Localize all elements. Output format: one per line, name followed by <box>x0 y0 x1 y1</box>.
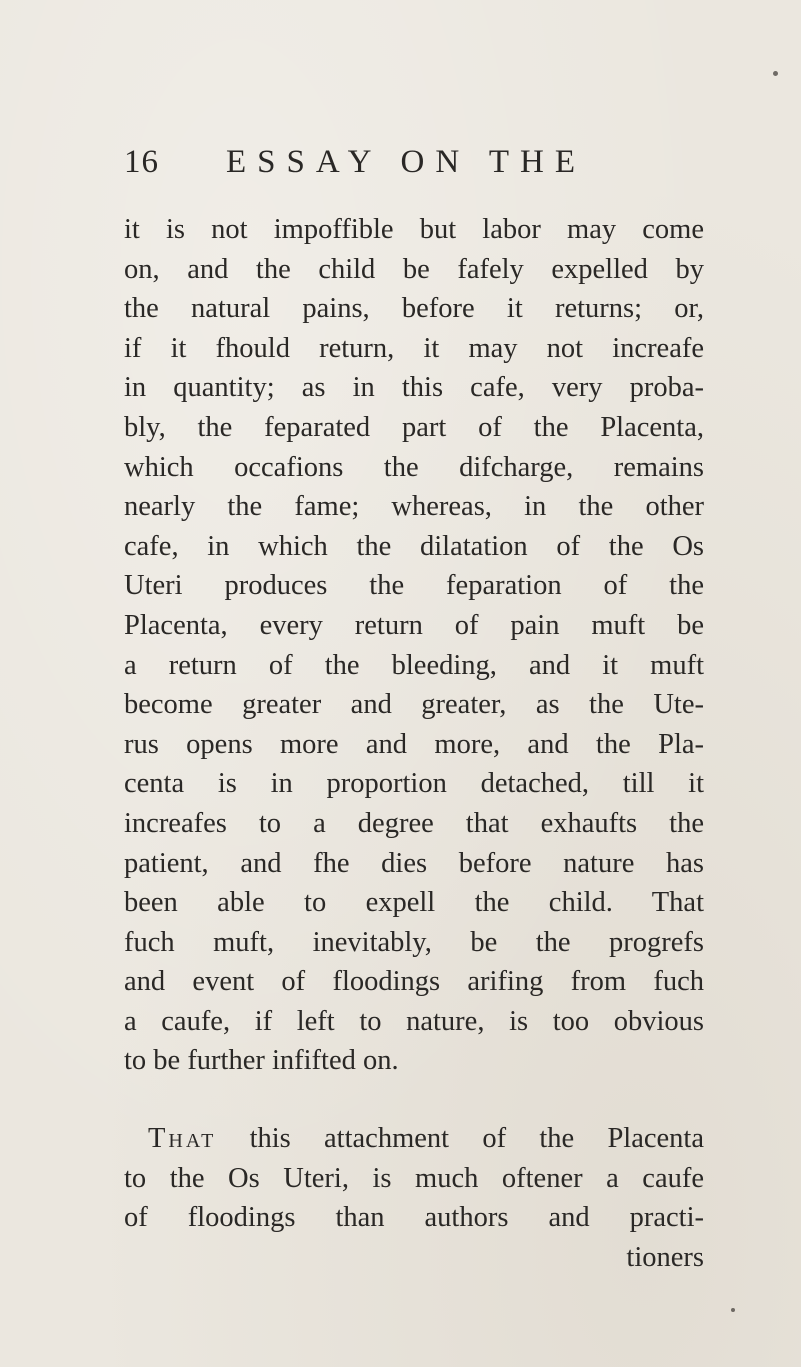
text-line: become greater and greater, as the Ute- <box>124 689 704 721</box>
text-line: fuch muft, inevitably, be the progrefs <box>124 926 704 958</box>
text-line: bly, the feparated part of the Placenta, <box>124 411 704 443</box>
page-number: 16 <box>124 144 159 180</box>
text-span: this attachment of the Placenta <box>216 1123 704 1155</box>
page-header <box>124 144 644 188</box>
running-head: ESSAY ON THE <box>226 144 586 180</box>
text-line: increafes to a degree that exhaufts the <box>124 807 704 839</box>
text-line: cafe, in which the dilatation of the Os <box>124 530 704 562</box>
text-line: a caufe, if left to nature, is too obvious <box>124 1005 704 1037</box>
paragraph <box>124 210 704 1081</box>
ink-speck <box>731 1308 735 1312</box>
text-line: been able to expell the child. That <box>124 887 704 919</box>
text-line: it is not impoffible but labor may come <box>124 214 704 245</box>
text-line: Placenta, every return of pain muft be <box>124 609 704 641</box>
text-line <box>124 1119 704 1159</box>
paragraph-gap <box>124 1081 704 1119</box>
text-line: on, and the child be fafely expelled by <box>124 253 704 285</box>
text-line: if it fhould return, it may not increafe <box>124 332 704 364</box>
ink-speck <box>773 71 778 76</box>
text-line: the natural pains, before it returns; or, <box>124 293 704 325</box>
paragraph <box>124 1119 704 1277</box>
text-line: centa is in proportion detached, till it <box>124 768 704 800</box>
text-line: rus opens more and more, and the Pla- <box>124 728 704 760</box>
small-caps-opening-word: That <box>148 1123 217 1155</box>
text-line: Uteri produces the feparation of the <box>124 570 704 602</box>
body-text <box>124 210 704 1277</box>
text-line: which occafions the difcharge, remains <box>124 451 704 483</box>
text-line: of floodings than authors and practi- <box>124 1202 704 1234</box>
text-line: to the Os Uteri, is much oftener a caufe <box>124 1162 704 1194</box>
catchword: tioners <box>626 1241 704 1273</box>
text-line: in quantity; as in this cafe, very proba- <box>124 372 704 404</box>
text-line: to be further infifted on. <box>124 1045 399 1077</box>
text-line: and event of floodings arifing from fuch <box>124 966 704 998</box>
text-line: nearly the fame; whereas, in the other <box>124 491 704 523</box>
text-line: a return of the bleeding, and it muft <box>124 649 704 681</box>
text-line: patient, and fhe dies before nature has <box>124 847 704 879</box>
